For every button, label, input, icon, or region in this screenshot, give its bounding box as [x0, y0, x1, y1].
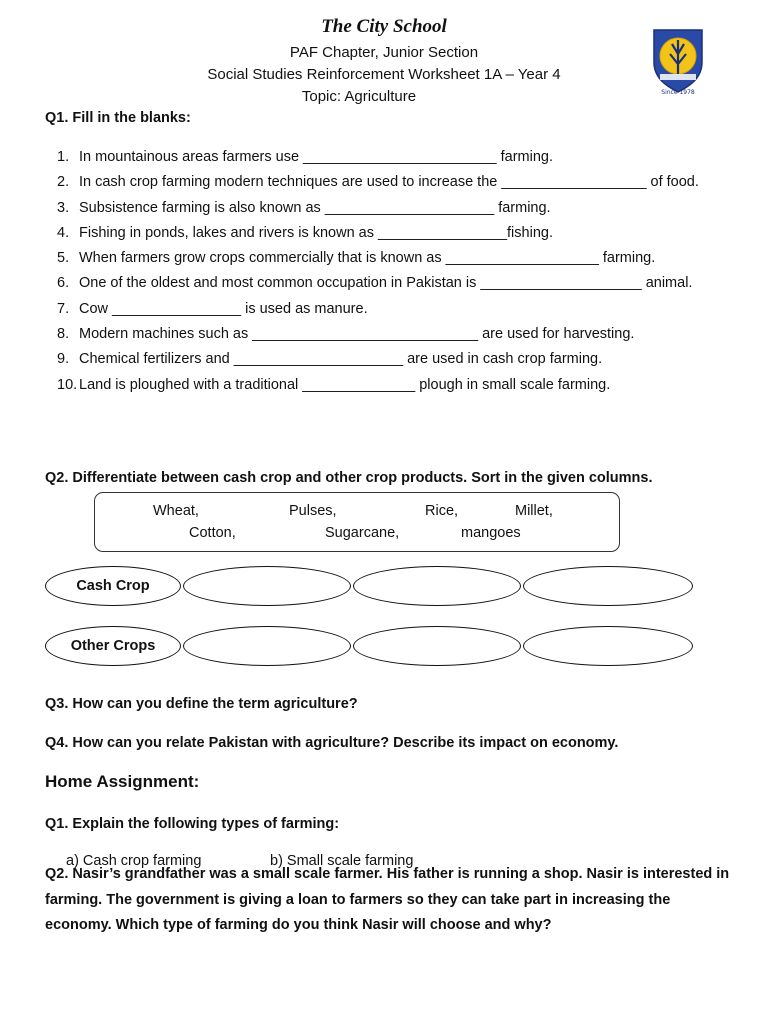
other-crops-answer-oval[interactable]	[183, 626, 351, 666]
q1-item	[45, 196, 745, 221]
school-logo	[650, 24, 706, 96]
q1-item-number: 9.	[57, 351, 70, 368]
q1-item-number: 8.	[57, 326, 70, 343]
word-bank-item: Pulses,	[289, 503, 337, 519]
logo-caption: Since 1978	[661, 89, 695, 96]
q1-item-text: One of the oldest and most common occupation in Pakistan is ____________________ animal.	[79, 275, 693, 292]
q1-item	[45, 271, 745, 296]
q1-item	[45, 297, 745, 322]
word-bank-item: Millet,	[515, 503, 553, 519]
q1-item	[45, 347, 745, 372]
word-bank-item: Cotton,	[189, 525, 236, 541]
cash-crop-answer-oval[interactable]	[183, 566, 351, 606]
cash-crop-answer-oval[interactable]	[523, 566, 693, 606]
q1-item	[45, 373, 745, 398]
q1-item-number: 4.	[57, 224, 70, 241]
q2-heading: Q2. Differentiate between cash crop and other crop products. Sort in the given columns.	[45, 470, 653, 486]
home-option-a: a) Cash crop farming	[66, 853, 202, 869]
q1-heading: Q1. Fill in the blanks:	[45, 110, 191, 126]
word-bank-item: Sugarcane,	[325, 525, 400, 541]
q1-item	[45, 322, 745, 347]
q1-list	[45, 145, 745, 398]
q1-item-number: 1.	[57, 149, 70, 165]
worksheet-title: Social Studies Reinforcement Worksheet 1A – Year 4	[207, 66, 561, 83]
topic-line: Topic: Agriculture	[301, 88, 417, 105]
q1-item-text: Land is ploughed with a traditional ______________ plough in small scale farming.	[79, 376, 611, 393]
q1-item-text: Cow ________________ is used as manure.	[79, 300, 368, 317]
q1-item	[45, 246, 745, 271]
other-crops-answer-oval[interactable]	[523, 626, 693, 666]
word-bank-item: Rice,	[425, 503, 459, 519]
q1-item	[45, 145, 745, 170]
cash-crop-answer-oval[interactable]	[353, 566, 521, 606]
q1-item-text: Modern machines such as ____________________________ are used for harvesting.	[79, 326, 635, 343]
home-assignment-title: Home Assignment:	[45, 772, 200, 791]
q1-item-text: In cash crop farming modern techniques are used to increase the __________________ of food.	[79, 174, 699, 191]
q1-item-number: 10.	[57, 376, 78, 393]
home-option-b: b) Small scale farming	[270, 853, 414, 869]
home-q2-text: Q2. Nasir’s grandfather was a small scale farmer. His father is running a shop. Nasir is interested in farming. The government is giving a loan to farmers so they can take part in increasing the economy. Which type of farming do you think Nasir will choose and why?	[45, 866, 730, 933]
home-q1-text: Q1. Explain the following types of farming:	[45, 816, 340, 832]
word-bank-item: Wheat,	[153, 503, 199, 519]
q1-item	[45, 170, 745, 195]
chapter-line: PAF Chapter, Junior Section	[289, 44, 479, 61]
q3-text: Q3. How can you define the term agriculture?	[45, 696, 358, 712]
q1-item-number: 7.	[57, 300, 70, 317]
q1-item-number: 6.	[57, 275, 70, 292]
q1-item	[45, 221, 745, 246]
school-name: The City School	[321, 16, 447, 37]
q1-item-number: 5.	[57, 250, 70, 267]
q1-item-text: Subsistence farming is also known as _____________________ farming.	[79, 199, 551, 216]
word-bank-box	[94, 492, 620, 552]
q1-item-text: Fishing in ponds, lakes and rivers is known as ________________fishing.	[79, 224, 553, 241]
q1-item-text: Chemical fertilizers and _____________________ are used in cash crop farming.	[79, 351, 603, 368]
q1-item-number: 3.	[57, 199, 70, 216]
cash-crop-label: Cash Crop	[45, 566, 181, 606]
q1-item-text: In mountainous areas farmers use ________________________ farming.	[79, 149, 554, 165]
other-crops-label: Other Crops	[45, 626, 181, 666]
q4-text: Q4. How can you relate Pakistan with agriculture? Describe its impact on economy.	[45, 735, 619, 751]
q1-item-text: When farmers grow crops commercially that is known as ___________________ farming.	[79, 250, 656, 267]
q1-item-number: 2.	[57, 174, 70, 191]
word-bank-item: mangoes	[461, 525, 521, 541]
other-crops-answer-oval[interactable]	[353, 626, 521, 666]
